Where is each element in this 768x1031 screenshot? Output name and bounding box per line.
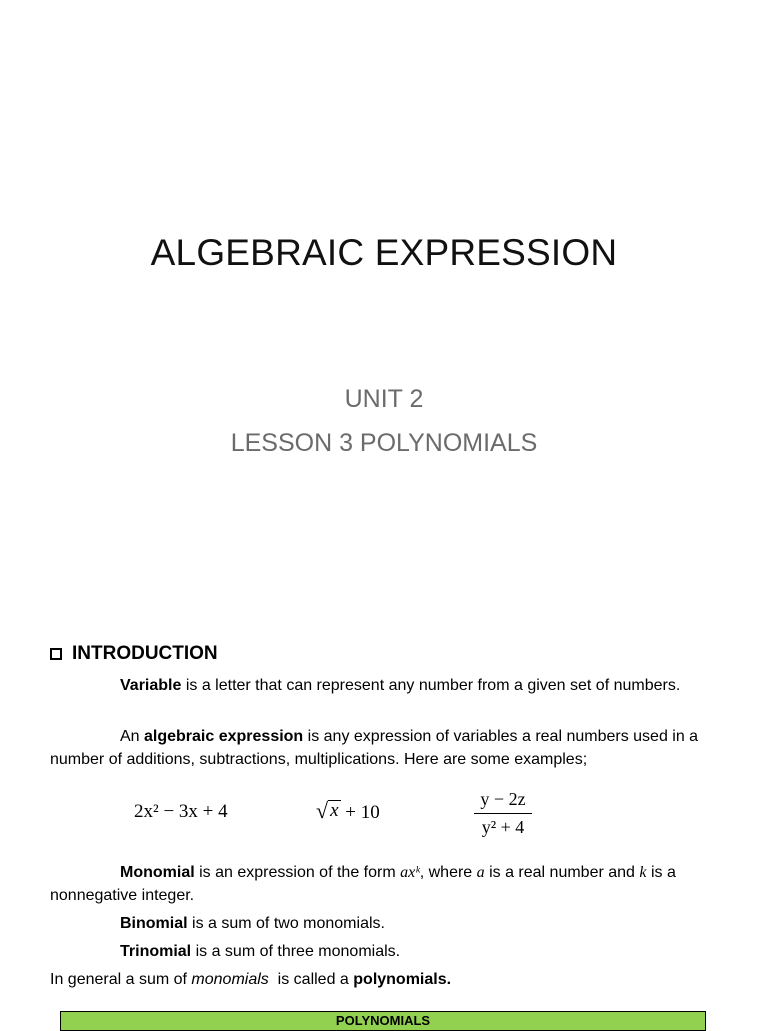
algebraic-prefix: An [120, 728, 145, 745]
monomial-k: k [639, 864, 647, 881]
monomial-form: axᵏ [400, 864, 420, 881]
monomial-text-1: is an expression of the form [194, 864, 401, 881]
general-text-2: is called a [268, 971, 354, 988]
trinomial-paragraph [50, 940, 710, 963]
checkbox-bullet-icon [50, 648, 62, 660]
binomial-paragraph [50, 912, 710, 935]
example-1-text: 2x² − 3x + 4 [134, 801, 228, 822]
monomial-text-3: is a real number and [484, 864, 640, 881]
variable-term: Variable [120, 677, 182, 694]
algebraic-text: is any expression of variables a real numbers used in a number of additions, subtractions, multiplications. Here are some examples; [50, 728, 699, 768]
slide-subtitle-lesson: LESSON 3 POLYNOMIALS [230, 429, 538, 457]
fraction-bar [474, 813, 532, 814]
monomial-text-2: , where [419, 864, 477, 881]
algebraic-paragraph [50, 725, 710, 771]
binomial-term: Binomial [120, 915, 188, 932]
monomial-paragraph [50, 861, 710, 907]
fraction-denominator: y² + 4 [481, 817, 525, 837]
monomial-text-4: is a nonnegative integer. [50, 864, 676, 904]
example-expression-3 [474, 789, 532, 838]
variable-paragraph [50, 674, 710, 697]
example-expression-1 [134, 801, 228, 823]
fraction [474, 789, 532, 838]
general-italic: monomials [191, 971, 269, 988]
algebraic-term: algebraic expression [144, 728, 304, 745]
trinomial-term: Trinomial [120, 943, 192, 960]
square-root: √ x [316, 798, 339, 823]
trinomial-text: is a sum of three monomials. [191, 943, 401, 960]
slide-title: ALGEBRAIC EXPRESSION [150, 232, 618, 273]
slide-subtitle-unit: UNIT 2 [344, 385, 424, 413]
monomial-term: Monomial [120, 864, 195, 881]
radicand: x [330, 800, 339, 822]
fraction-numerator: y − 2z [480, 789, 526, 809]
binomial-text: is a sum of two monomials. [187, 915, 385, 932]
example-2-rest: + 10 [340, 802, 380, 823]
introduction-heading [50, 643, 218, 665]
monomial-a: a [476, 864, 485, 881]
variable-text: is a letter that can represent any number from a given set of numbers. [181, 677, 681, 694]
general-bold: polynomials. [353, 971, 452, 988]
introduction-heading-text: INTRODUCTION [72, 643, 218, 664]
example-expression-2 [316, 800, 380, 824]
polynomials-table-header: POLYNOMIALS [60, 1011, 706, 1031]
general-text-1: In general a sum of [50, 971, 192, 988]
general-paragraph [50, 968, 710, 991]
